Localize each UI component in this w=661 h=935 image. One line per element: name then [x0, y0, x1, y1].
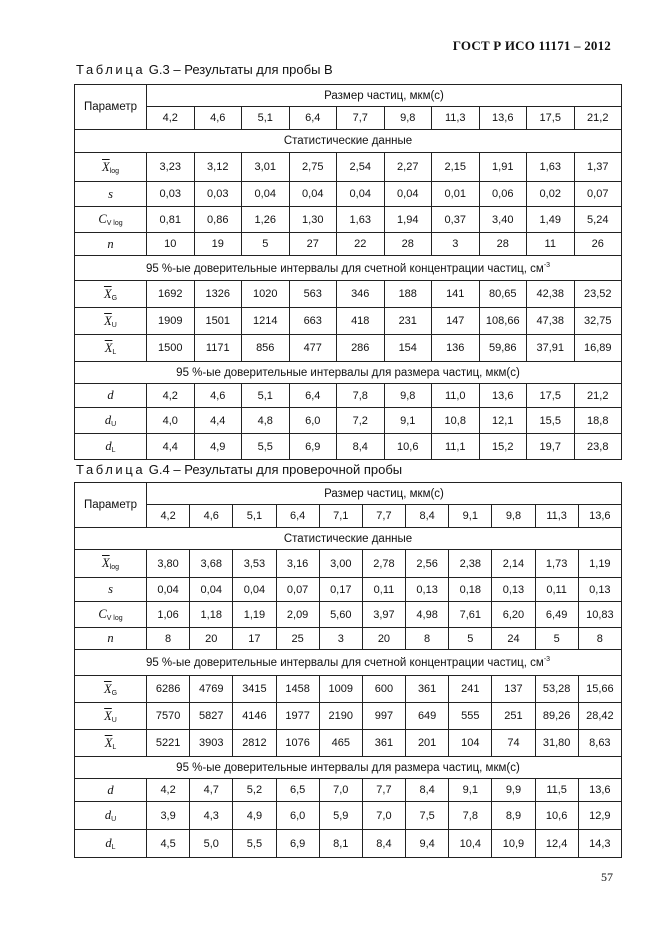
- cell-sizes: 9,8: [384, 107, 432, 130]
- row-label-d: d: [75, 779, 147, 802]
- cell-stats-n: 20: [362, 628, 405, 650]
- cell-size-d: 4,2: [147, 779, 190, 802]
- param-header: Параметр: [75, 85, 147, 130]
- cell-sizes: 13,6: [578, 505, 621, 528]
- cell-size-d: 11,5: [535, 779, 578, 802]
- cell-sizes: 11,3: [535, 505, 578, 528]
- cell-stats-xlog: 2,27: [384, 153, 432, 182]
- caption-title: – Результаты для проверочной пробы: [173, 462, 403, 477]
- cell-size-d: 8,4: [406, 779, 449, 802]
- cell-count-xg: 188: [384, 281, 432, 308]
- cell-stats-cv: 10,83: [578, 602, 621, 628]
- row-label-xlog: $\overline{X}_{log}$: [75, 153, 147, 182]
- cell-sizes: 5,1: [233, 505, 276, 528]
- cell-size-dl: 12,4: [535, 830, 578, 858]
- cell-count-xl: 5221: [147, 730, 190, 757]
- cell-stats-xlog: 3,16: [276, 550, 319, 578]
- cell-count-xl: 154: [384, 335, 432, 362]
- cell-sizes: 8,4: [406, 505, 449, 528]
- cell-stats-n: 10: [147, 233, 195, 256]
- cell-stats-s: 0,13: [406, 578, 449, 602]
- cell-size-d: 9,1: [449, 779, 492, 802]
- cell-count-xu: 7570: [147, 703, 190, 730]
- section-count: 95 %-ые доверительные интервалы для счетной концентрации частиц, $см^{-3}$: [75, 650, 622, 676]
- cell-count-xl: 1076: [276, 730, 319, 757]
- cell-size-dl: 8,4: [337, 434, 385, 460]
- cell-stats-cv: 4,98: [406, 602, 449, 628]
- table-g4: [74, 482, 622, 858]
- cell-stats-xlog: 3,53: [233, 550, 276, 578]
- cell-stats-cv: 5,60: [319, 602, 362, 628]
- cell-count-xg: 1009: [319, 676, 362, 703]
- cell-count-xg: 1020: [242, 281, 290, 308]
- cell-sizes: 7,7: [362, 505, 405, 528]
- cell-stats-n: 24: [492, 628, 535, 650]
- cell-stats-xlog: 3,23: [147, 153, 195, 182]
- cell-count-xl: 465: [319, 730, 362, 757]
- cell-stats-cv: 7,61: [449, 602, 492, 628]
- cell-stats-n: 19: [194, 233, 242, 256]
- cell-size-dl: 15,2: [479, 434, 527, 460]
- cell-sizes: 4,2: [147, 505, 190, 528]
- cell-count-xg: 1326: [194, 281, 242, 308]
- cell-stats-xlog: 2,15: [432, 153, 480, 182]
- cell-size-du: 18,8: [574, 408, 622, 434]
- cell-stats-n: 28: [479, 233, 527, 256]
- row-label-xu: $\overline{X}_U$: [75, 703, 147, 730]
- cell-count-xl: 16,89: [574, 335, 622, 362]
- cell-size-du: 7,8: [449, 802, 492, 830]
- cell-size-du: 12,9: [578, 802, 621, 830]
- row-label-du: $d_U$: [75, 802, 147, 830]
- cell-size-d: 13,6: [479, 384, 527, 408]
- cell-sizes: 13,6: [479, 107, 527, 130]
- cell-stats-s: 0,13: [578, 578, 621, 602]
- row-label-xl: $\overline{X}_L$: [75, 335, 147, 362]
- cell-stats-xlog: 1,73: [535, 550, 578, 578]
- cell-stats-cv: 3,40: [479, 207, 527, 233]
- cell-size-d: 5,1: [242, 384, 290, 408]
- cell-size-dl: 4,4: [147, 434, 195, 460]
- cell-size-du: 5,9: [319, 802, 362, 830]
- document-header: ГОСТ Р ИСО 11171 – 2012: [452, 38, 611, 53]
- row-label-dl: $d_L$: [75, 830, 147, 858]
- cell-size-dl: 19,7: [527, 434, 575, 460]
- cell-sizes: 7,1: [319, 505, 362, 528]
- cell-size-du: 6,0: [289, 408, 337, 434]
- cell-size-dl: 5,0: [190, 830, 233, 858]
- table-g3: [74, 84, 622, 460]
- cell-size-dl: 10,9: [492, 830, 535, 858]
- cell-count-xg: 1692: [147, 281, 195, 308]
- cell-count-xg: 563: [289, 281, 337, 308]
- cell-stats-s: 0,04: [242, 182, 290, 207]
- cell-sizes: 9,8: [492, 505, 535, 528]
- cell-count-xg: 4769: [190, 676, 233, 703]
- cell-stats-n: 5: [242, 233, 290, 256]
- cell-size-d: 7,8: [337, 384, 385, 408]
- cell-count-xu: 32,75: [574, 308, 622, 335]
- cell-count-xu: 555: [449, 703, 492, 730]
- section-count: 95 %-ые доверительные интервалы для счетной концентрации частиц, $см^{-3}$: [75, 256, 622, 281]
- cell-size-du: 8,9: [492, 802, 535, 830]
- cell-count-xl: 286: [337, 335, 385, 362]
- cell-stats-s: 0,18: [449, 578, 492, 602]
- cell-sizes: 17,5: [527, 107, 575, 130]
- cell-stats-cv: 1,63: [337, 207, 385, 233]
- row-label-dl: $d_L$: [75, 434, 147, 460]
- cell-size-d: 13,6: [578, 779, 621, 802]
- cell-size-du: 9,1: [384, 408, 432, 434]
- cell-size-du: 7,5: [406, 802, 449, 830]
- cell-count-xl: 104: [449, 730, 492, 757]
- cell-count-xu: 4146: [233, 703, 276, 730]
- cell-size-dl: 9,4: [406, 830, 449, 858]
- cell-count-xu: 251: [492, 703, 535, 730]
- cell-size-dl: 4,9: [194, 434, 242, 460]
- cell-stats-n: 11: [527, 233, 575, 256]
- row-label-xlog: $\overline{X}_{log}$: [75, 550, 147, 578]
- cell-stats-n: 5: [449, 628, 492, 650]
- cell-count-xg: 80,65: [479, 281, 527, 308]
- page-number: 57: [601, 870, 613, 884]
- cell-stats-cv: 1,30: [289, 207, 337, 233]
- cell-size-du: 7,0: [362, 802, 405, 830]
- row-label-xg: $\overline{X}_G$: [75, 281, 147, 308]
- cell-size-dl: 6,9: [276, 830, 319, 858]
- cell-stats-xlog: 2,14: [492, 550, 535, 578]
- cell-size-du: 4,0: [147, 408, 195, 434]
- cell-count-xg: 346: [337, 281, 385, 308]
- cell-sizes: 4,6: [194, 107, 242, 130]
- cell-size-d: 11,0: [432, 384, 480, 408]
- cell-stats-xlog: 3,80: [147, 550, 190, 578]
- cell-stats-xlog: 2,75: [289, 153, 337, 182]
- cell-stats-s: 0,17: [319, 578, 362, 602]
- cell-stats-n: 26: [574, 233, 622, 256]
- cell-size-du: 4,3: [190, 802, 233, 830]
- cell-count-xl: 2812: [233, 730, 276, 757]
- cell-stats-xlog: 2,78: [362, 550, 405, 578]
- cell-size-d: 21,2: [574, 384, 622, 408]
- cell-stats-n: 17: [233, 628, 276, 650]
- cell-size-dl: 11,1: [432, 434, 480, 460]
- cell-stats-s: 0,07: [276, 578, 319, 602]
- cell-stats-cv: 1,49: [527, 207, 575, 233]
- section-stats: Статистические данные: [75, 528, 622, 550]
- cell-stats-s: 0,07: [574, 182, 622, 207]
- cell-stats-s: 0,04: [147, 578, 190, 602]
- cell-stats-xlog: 1,91: [479, 153, 527, 182]
- cell-size-dl: 6,9: [289, 434, 337, 460]
- cell-count-xu: 649: [406, 703, 449, 730]
- cell-stats-s: 0,06: [479, 182, 527, 207]
- cell-stats-xlog: 3,00: [319, 550, 362, 578]
- cell-stats-cv: 0,81: [147, 207, 195, 233]
- cell-sizes: 21,2: [574, 107, 622, 130]
- cell-size-dl: 5,5: [233, 830, 276, 858]
- cell-stats-s: 0,03: [194, 182, 242, 207]
- cell-stats-cv: 1,18: [190, 602, 233, 628]
- cell-count-xu: 418: [337, 308, 385, 335]
- cell-count-xu: 5827: [190, 703, 233, 730]
- cell-sizes: 5,1: [242, 107, 290, 130]
- cell-count-xg: 23,52: [574, 281, 622, 308]
- cell-size-d: 4,2: [147, 384, 195, 408]
- row-label-xg: $\overline{X}_G$: [75, 676, 147, 703]
- cell-count-xg: 241: [449, 676, 492, 703]
- cell-stats-xlog: 3,68: [190, 550, 233, 578]
- cell-stats-xlog: 1,19: [578, 550, 621, 578]
- cell-count-xg: 137: [492, 676, 535, 703]
- cell-size-d: 6,5: [276, 779, 319, 802]
- row-label-cv: $C_{V log}$: [75, 602, 147, 628]
- cell-stats-n: 3: [432, 233, 480, 256]
- cell-count-xl: 201: [406, 730, 449, 757]
- row-label-xu: $\overline{X}_U$: [75, 308, 147, 335]
- cell-stats-s: 0,01: [432, 182, 480, 207]
- size-header: Размер частиц, мкм(с): [147, 85, 622, 107]
- caption-prefix: Таблица: [76, 62, 146, 77]
- cell-size-du: 3,9: [147, 802, 190, 830]
- cell-count-xg: 3415: [233, 676, 276, 703]
- section-size: 95 %-ые доверительные интервалы для размера частиц, мкм(с): [75, 362, 622, 384]
- cell-stats-n: 27: [289, 233, 337, 256]
- cell-stats-s: 0,11: [362, 578, 405, 602]
- cell-stats-cv: 1,94: [384, 207, 432, 233]
- cell-stats-n: 20: [190, 628, 233, 650]
- caption-prefix: Таблица: [76, 462, 146, 477]
- row-label-xl: $\overline{X}_L$: [75, 730, 147, 757]
- cell-size-d: 6,4: [289, 384, 337, 408]
- cell-count-xg: 361: [406, 676, 449, 703]
- cell-size-du: 4,4: [194, 408, 242, 434]
- cell-size-dl: 14,3: [578, 830, 621, 858]
- cell-stats-xlog: 2,54: [337, 153, 385, 182]
- cell-sizes: 6,4: [276, 505, 319, 528]
- cell-stats-cv: 1,19: [233, 602, 276, 628]
- cell-stats-cv: 5,24: [574, 207, 622, 233]
- cell-count-xu: 89,26: [535, 703, 578, 730]
- cell-stats-xlog: 2,38: [449, 550, 492, 578]
- cell-size-d: 7,7: [362, 779, 405, 802]
- row-label-d: d: [75, 384, 147, 408]
- cell-count-xu: 108,66: [479, 308, 527, 335]
- cell-stats-s: 0,02: [527, 182, 575, 207]
- cell-stats-s: 0,04: [384, 182, 432, 207]
- cell-count-xl: 856: [242, 335, 290, 362]
- cell-stats-s: 0,04: [337, 182, 385, 207]
- cell-sizes: 11,3: [432, 107, 480, 130]
- cell-count-xl: 3903: [190, 730, 233, 757]
- cell-sizes: 7,7: [337, 107, 385, 130]
- cell-size-dl: 4,5: [147, 830, 190, 858]
- cell-count-xu: 1214: [242, 308, 290, 335]
- param-header: Параметр: [75, 483, 147, 528]
- row-label-s: s: [75, 182, 147, 207]
- cell-stats-xlog: 3,01: [242, 153, 290, 182]
- cell-count-xu: 28,42: [578, 703, 621, 730]
- cell-size-du: 6,0: [276, 802, 319, 830]
- cell-count-xu: 1501: [194, 308, 242, 335]
- cell-size-du: 4,9: [233, 802, 276, 830]
- cell-stats-s: 0,13: [492, 578, 535, 602]
- row-label-n: n: [75, 628, 147, 650]
- cell-stats-cv: 6,20: [492, 602, 535, 628]
- cell-stats-cv: 1,26: [242, 207, 290, 233]
- cell-stats-cv: 2,09: [276, 602, 319, 628]
- cell-stats-cv: 6,49: [535, 602, 578, 628]
- cell-size-du: 10,8: [432, 408, 480, 434]
- cell-sizes: 6,4: [289, 107, 337, 130]
- cell-stats-xlog: 1,37: [574, 153, 622, 182]
- cell-stats-n: 25: [276, 628, 319, 650]
- cell-size-dl: 8,1: [319, 830, 362, 858]
- cell-size-du: 10,6: [535, 802, 578, 830]
- cell-size-dl: 8,4: [362, 830, 405, 858]
- cell-size-d: 5,2: [233, 779, 276, 802]
- cell-size-d: 4,6: [194, 384, 242, 408]
- row-label-s: s: [75, 578, 147, 602]
- cell-size-dl: 10,4: [449, 830, 492, 858]
- cell-count-xg: 141: [432, 281, 480, 308]
- cell-stats-n: 3: [319, 628, 362, 650]
- cell-count-xg: 1458: [276, 676, 319, 703]
- table-g3-caption: [76, 62, 333, 77]
- caption-id: G.4: [148, 462, 170, 477]
- cell-size-dl: 5,5: [242, 434, 290, 460]
- cell-count-xu: 231: [384, 308, 432, 335]
- size-header: Размер частиц, мкм(с): [147, 483, 622, 505]
- cell-size-d: 7,0: [319, 779, 362, 802]
- cell-stats-cv: 0,37: [432, 207, 480, 233]
- cell-stats-xlog: 1,63: [527, 153, 575, 182]
- cell-size-d: 9,9: [492, 779, 535, 802]
- cell-size-d: 9,8: [384, 384, 432, 408]
- cell-stats-cv: 3,97: [362, 602, 405, 628]
- cell-size-d: 17,5: [527, 384, 575, 408]
- cell-stats-n: 5: [535, 628, 578, 650]
- cell-count-xg: 6286: [147, 676, 190, 703]
- cell-size-du: 15,5: [527, 408, 575, 434]
- cell-stats-cv: 0,86: [194, 207, 242, 233]
- table-g4-caption: [76, 462, 402, 477]
- cell-stats-s: 0,04: [190, 578, 233, 602]
- row-label-cv: $C_{V log}$: [75, 207, 147, 233]
- caption-id: G.3: [148, 62, 170, 77]
- cell-count-xl: 1500: [147, 335, 195, 362]
- cell-count-xu: 1977: [276, 703, 319, 730]
- cell-count-xl: 37,91: [527, 335, 575, 362]
- cell-stats-cv: 1,06: [147, 602, 190, 628]
- cell-sizes: 9,1: [449, 505, 492, 528]
- cell-count-xl: 59,86: [479, 335, 527, 362]
- cell-count-xu: 47,38: [527, 308, 575, 335]
- cell-count-xu: 147: [432, 308, 480, 335]
- cell-count-xl: 8,63: [578, 730, 621, 757]
- cell-stats-s: 0,04: [233, 578, 276, 602]
- section-size: 95 %-ые доверительные интервалы для размера частиц, мкм(с): [75, 757, 622, 779]
- cell-count-xl: 1171: [194, 335, 242, 362]
- cell-stats-s: 0,04: [289, 182, 337, 207]
- cell-sizes: 4,6: [190, 505, 233, 528]
- cell-count-xg: 15,66: [578, 676, 621, 703]
- cell-stats-n: 8: [406, 628, 449, 650]
- cell-count-xg: 42,38: [527, 281, 575, 308]
- cell-size-dl: 23,8: [574, 434, 622, 460]
- cell-stats-n: 22: [337, 233, 385, 256]
- cell-size-dl: 10,6: [384, 434, 432, 460]
- cell-stats-s: 0,03: [147, 182, 195, 207]
- cell-count-xl: 74: [492, 730, 535, 757]
- row-label-n: n: [75, 233, 147, 256]
- row-label-du: $d_U$: [75, 408, 147, 434]
- cell-count-xu: 997: [362, 703, 405, 730]
- cell-size-du: 4,8: [242, 408, 290, 434]
- cell-count-xu: 663: [289, 308, 337, 335]
- cell-count-xl: 136: [432, 335, 480, 362]
- cell-count-xl: 477: [289, 335, 337, 362]
- caption-title: – Результаты для пробы В: [173, 62, 333, 77]
- cell-stats-s: 0,11: [535, 578, 578, 602]
- cell-size-du: 12,1: [479, 408, 527, 434]
- cell-count-xg: 600: [362, 676, 405, 703]
- section-stats: Статистические данные: [75, 130, 622, 153]
- cell-count-xu: 1909: [147, 308, 195, 335]
- cell-stats-xlog: 3,12: [194, 153, 242, 182]
- cell-count-xl: 31,80: [535, 730, 578, 757]
- cell-count-xu: 2190: [319, 703, 362, 730]
- cell-stats-n: 28: [384, 233, 432, 256]
- cell-size-d: 4,7: [190, 779, 233, 802]
- cell-stats-xlog: 2,56: [406, 550, 449, 578]
- cell-count-xg: 53,28: [535, 676, 578, 703]
- cell-stats-n: 8: [578, 628, 621, 650]
- cell-sizes: 4,2: [147, 107, 195, 130]
- cell-size-du: 7,2: [337, 408, 385, 434]
- cell-stats-n: 8: [147, 628, 190, 650]
- cell-count-xl: 361: [362, 730, 405, 757]
